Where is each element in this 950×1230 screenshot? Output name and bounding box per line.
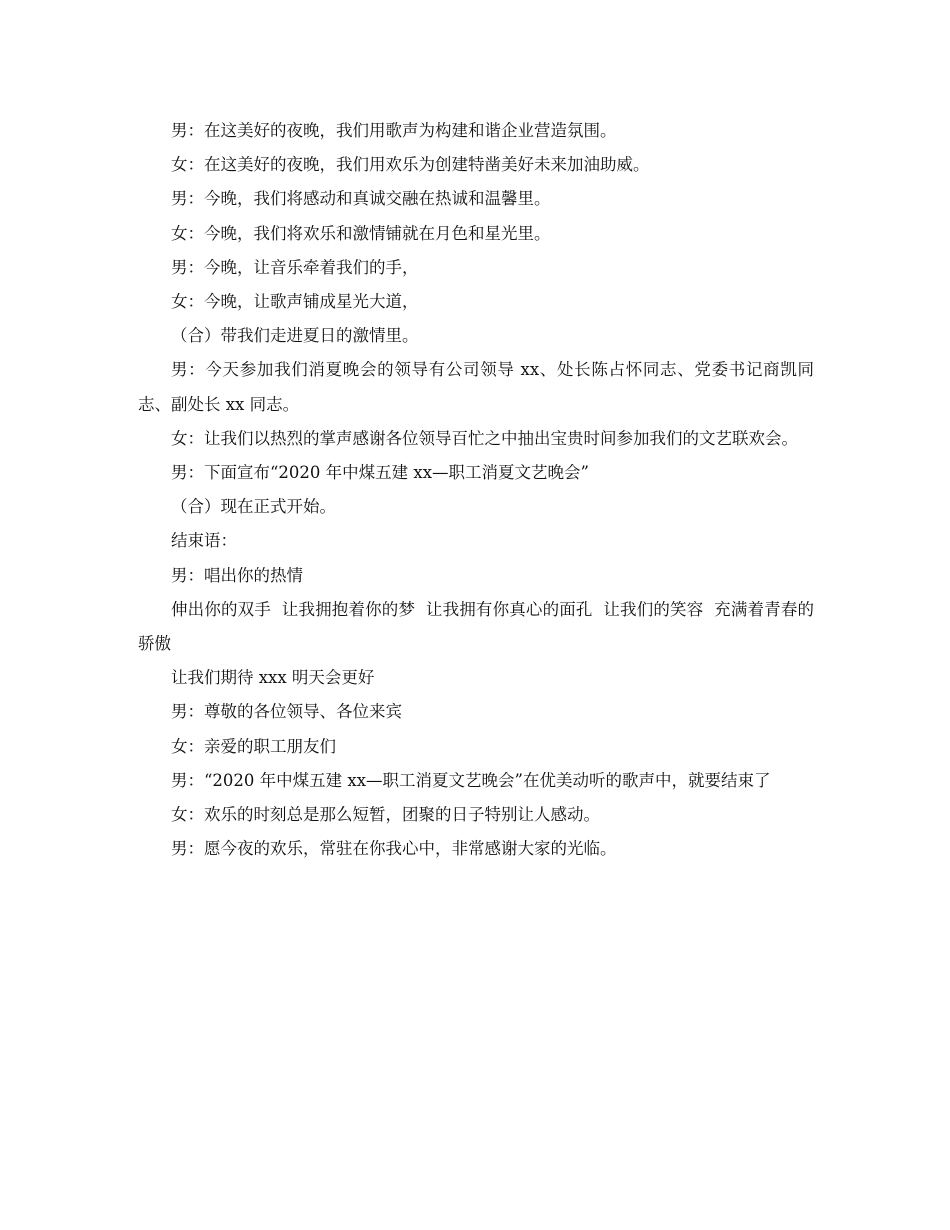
paragraph: 男：愿今夜的欢乐，常驻在你我心中，非常感谢大家的光临。 [171,839,617,859]
paragraph: 女：今晚，让歌声铺成星光大道， [171,292,419,312]
paragraph: 男：尊敬的各位领导、各位来宾 [171,702,402,722]
paragraph: 女：在这美好的夜晚，我们用欢乐为创建特凿美好未来加油助威。 [171,155,650,175]
paragraph: （合）带我们走进夏日的激情里。 [171,326,419,346]
document-body [138,114,814,866]
paragraph: 男：下面宣布“2020 年中煤五建 xx—职工消夏文艺晚会” [171,463,589,483]
paragraph: 男：“2020 年中煤五建 xx—职工消夏文艺晚会”在优美动听的歌声中，就要结束了 [171,770,771,790]
paragraph: 结束语： [171,531,237,551]
paragraph: 男：今晚，让音乐牵着我们的手， [171,257,419,277]
paragraph: 女：亲爱的职工朋友们 [171,736,336,756]
paragraph: （合）现在正式开始。 [171,497,336,517]
paragraph: 男：唱出你的热情 [171,565,303,585]
paragraph: 男：在这美好的夜晚，我们用歌声为构建和谐企业营造氛围。 [171,121,617,140]
paragraph: 男：今天参加我们消夏晚会的领导有公司领导 xx、处长陈占怀同志、党委书记商凯同志、副处长 xx 同志。 [138,360,814,414]
paragraph: 女：让我们以热烈的掌声感谢各位领导百忙之中抽出宝贵时间参加我们的文艺联欢会。 [171,428,798,448]
paragraph: 女：欢乐的时刻总是那么短暂，团聚的日子特别让人感动。 [171,805,600,825]
paragraph: 伸出你的双手 让我拥抱着你的梦 让我拥有你真心的面孔 让我们的笑容 充满着青春的骄傲 [138,599,814,654]
paragraph: 男：今晚，我们将感动和真诚交融在热诚和温馨里。 [171,189,551,209]
paragraph: 让我们期待 xxx 明天会更好 [171,668,375,688]
paragraph: 女：今晚，我们将欢乐和激情铺就在月色和星光里。 [171,223,551,243]
